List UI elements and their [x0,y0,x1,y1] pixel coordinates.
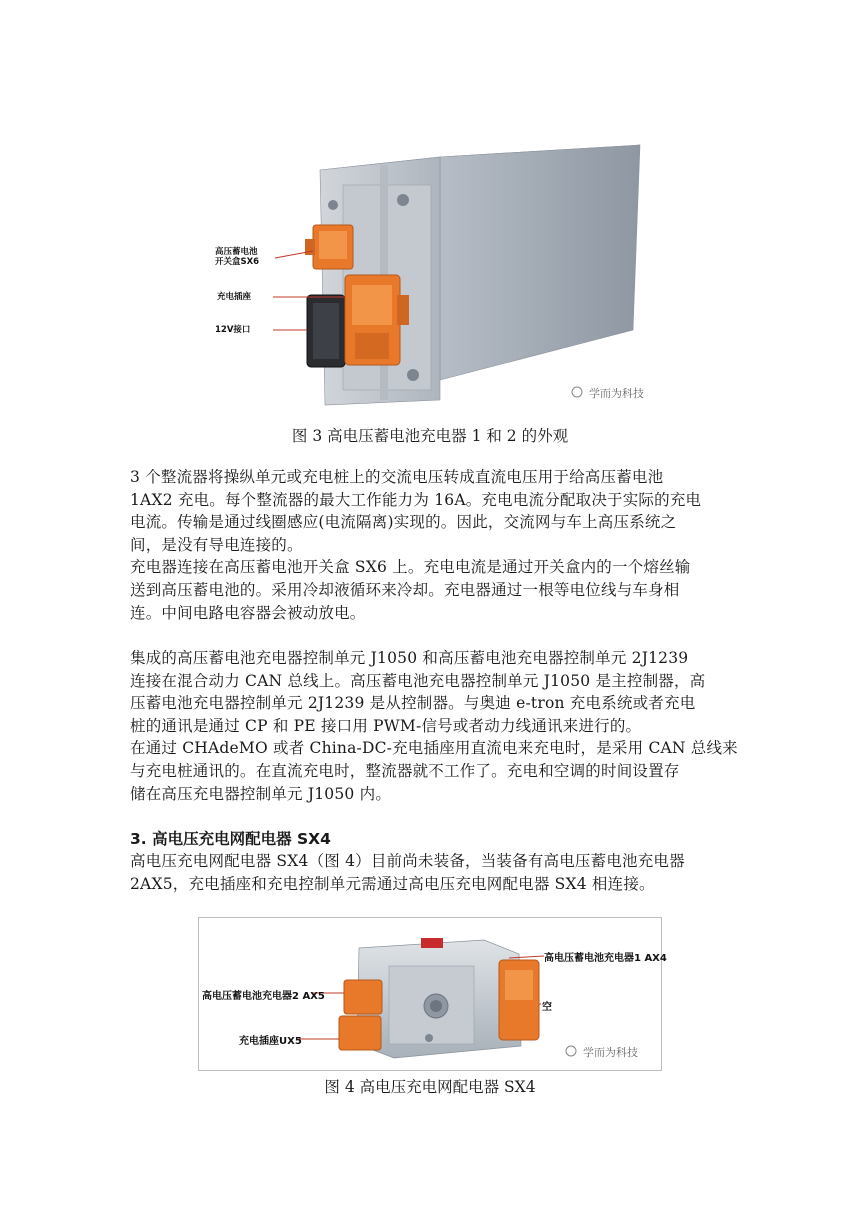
text-line: 连。中间电路电容器会被动放电。 [130,603,366,622]
label-ux5: 充电插座UX5 [239,1036,302,1047]
text-line: 在通过 CHAdeMO 或者 China-DC-充电插座用直流电来充电时，是采用 CAN 总线来 [130,739,738,758]
paragraph-block-1 [130,466,701,624]
label-ax4: 高电压蓄电池充电器1 AX4 [544,953,667,964]
paragraph-block-2 [130,647,738,805]
mounting-hole [407,369,419,381]
figure-4 [198,917,667,1071]
text-line: 送到高压蓄电池的。采用冷却液循环来冷却。充电器通过一根等电位线与车身相 [130,580,680,599]
text-line: 压蓄电池充电器控制单元 2J1239 是从控制器。与奥迪 e-tron 充电系统或者充电 [130,694,696,713]
label-switch-box-sx6: 开关盒SX6 [215,257,260,267]
label-hv-battery: 高压蓄电池 [215,247,258,257]
text-line: 与充电桩通讯的。在直流充电时，整流器就不工作了。充电和空调的时间设置存 [130,761,680,780]
watermark-logo [566,1046,576,1056]
label-charging-socket: 充电插座 [217,292,252,302]
text-line: 间，是没有导电连接的。 [130,535,303,554]
label-hv-switch-box [215,247,259,267]
watermark-logo [572,387,582,397]
watermark-text: 学而为科技 [589,387,644,400]
charger-illustration [215,125,650,415]
orange-connector-ux5 [339,1016,381,1050]
mounting-hole [397,194,409,206]
label-empty: 空 [542,1002,552,1013]
label-ax5: 高电压蓄电池充电器2 AX5 [202,991,325,1002]
text-line: 高电压充电网配电器 SX4（图 4）目前尚未装备，当装备有高电压蓄电池充电器 [130,852,685,870]
text-line: 连接在混合动力 CAN 总线上。高压蓄电池充电器控制单元 J1050 是主控制器，高 [130,671,706,690]
paragraph-block-3 [130,850,685,895]
figure-3-caption: 图 3 高电压蓄电池充电器 1 和 2 的外观 [291,427,569,445]
housing-side [440,145,640,380]
watermark-text: 学而为科技 [583,1046,638,1059]
orange-connector-ax5 [344,980,382,1014]
text-line: 集成的高压蓄电池充电器控制单元 J1050 和高压蓄电池充电器控制单元 2J1239 [130,649,689,667]
text-line: 储在高压充电器控制单元 J1050 内。 [130,784,392,803]
text-line: 充电器连接在高压蓄电池开关盒 SX6 上。充电电流是通过开关盒内的一个熔丝输 [130,558,691,577]
text-line: 桩的通讯是通过 CP 和 PE 接口用 PWM-信号或者动力线通讯来进行的。 [130,716,642,735]
mounting-hole [328,200,338,210]
text-line: 电流。传输是通过线圈感应(电流隔离)实现的。因此，交流网与车上高压系统之 [130,513,677,532]
figure-3 [215,125,650,415]
text-line: 3 个整流器将操纵单元或充电桩上的交流电压转成直流电压用于给高压蓄电池 [130,468,664,486]
label-12v-port: 12V接口 [215,325,251,335]
text-line: 1AX2 充电。每个整流器的最大工作能力为 16A。充电电流分配取决于实际的充电 [130,490,702,509]
section-heading: 3. 高电压充电网配电器 SX4 [130,830,331,848]
figure-4-caption: 图 4 高电压充电网配电器 SX4 [324,1078,536,1096]
text-line: 2AX5，充电插座和充电控制单元需通过高电压充电网配电器 SX4 相连接。 [130,874,655,893]
